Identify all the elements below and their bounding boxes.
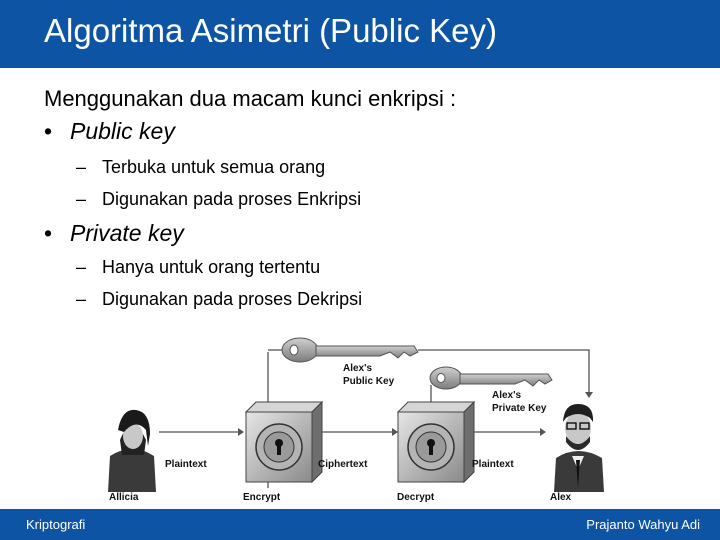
bullet-icon: •	[44, 118, 53, 144]
alex-person-icon	[554, 404, 604, 492]
dash-icon: –	[76, 157, 87, 177]
public-key-label-line1: Alex's	[343, 363, 373, 374]
ciphertext-label: Ciphertext	[318, 459, 368, 470]
sub-item: – Terbuka untuk semua orang	[76, 157, 326, 177]
dash-icon: –	[76, 189, 87, 209]
sub-item: – Digunakan pada proses Enkripsi	[76, 189, 362, 209]
footer-course: Kriptografi	[26, 517, 86, 532]
dash-icon: –	[76, 289, 87, 309]
footer-author: Prajanto Wahyu Adi	[586, 517, 700, 532]
plaintext-right-label: Plaintext	[472, 459, 514, 470]
sender-label: Allicia	[109, 492, 139, 503]
encrypt-label: Encrypt	[243, 492, 281, 503]
decrypt-label: Decrypt	[397, 492, 435, 503]
intro-text: Menggunakan dua macam kunci enkripsi :	[44, 86, 457, 111]
decrypt-lock-icon	[398, 402, 474, 482]
public-key-label-line2: Public Key	[343, 376, 395, 387]
private-key-label-line1: Alex's	[492, 390, 522, 401]
bullet-label: Private key	[70, 220, 184, 246]
sub-item: – Hanya untuk orang tertentu	[76, 257, 321, 277]
footer-bar	[0, 509, 720, 540]
bullet-label: Public key	[70, 118, 175, 144]
slide-title: Algoritma Asimetri (Public Key)	[44, 12, 497, 49]
receiver-label: Alex	[550, 492, 572, 503]
sub-item: – Digunakan pada proses Dekripsi	[76, 289, 363, 309]
encrypt-lock-icon	[246, 402, 322, 482]
plaintext-left-label: Plaintext	[165, 459, 207, 470]
bullet-icon: •	[44, 220, 53, 246]
dash-icon: –	[76, 257, 87, 277]
allicia-person-icon	[108, 410, 156, 492]
private-key-label-line2: Private Key	[492, 403, 547, 414]
public-key-icon	[282, 338, 418, 362]
private-key-icon	[430, 367, 552, 389]
